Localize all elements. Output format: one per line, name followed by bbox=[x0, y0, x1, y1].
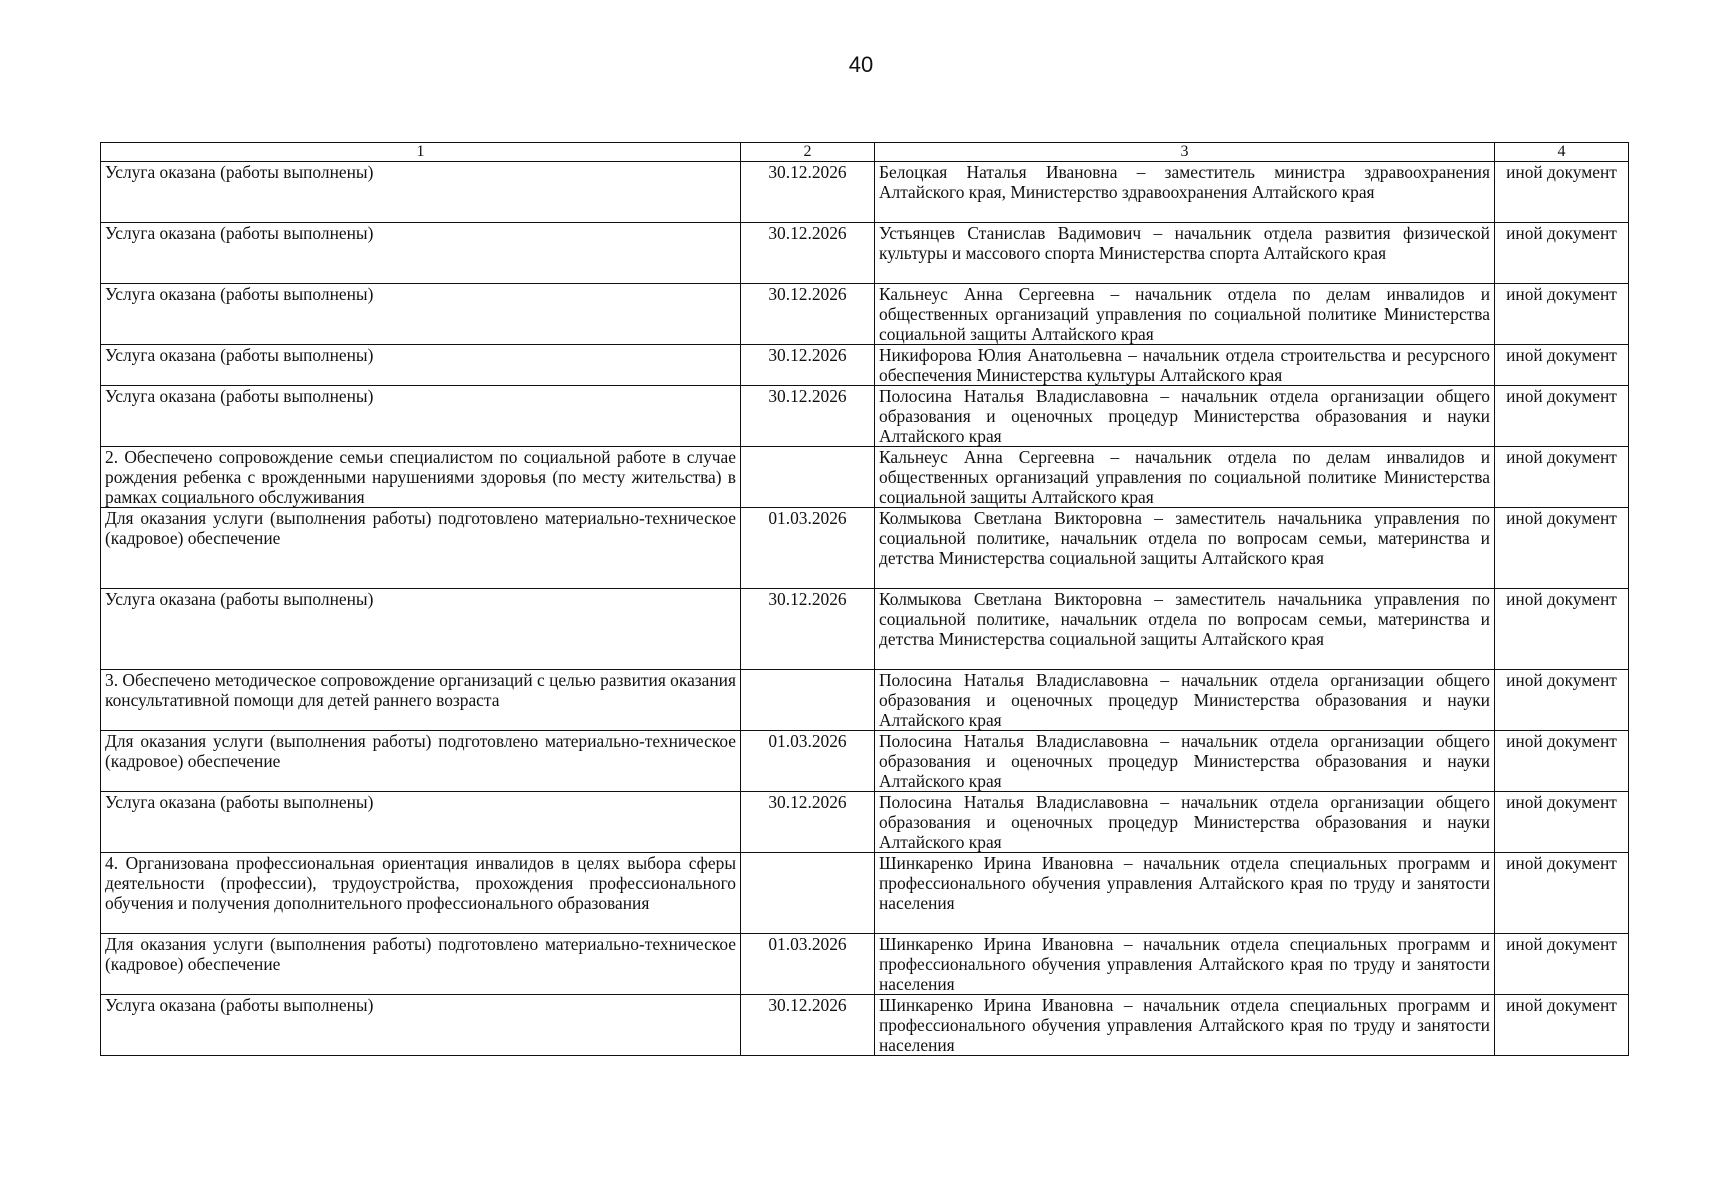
responsible-cell: Шинкаренко Ирина Ивановна – начальник отдела специальных программ и профессионального обучения управления Алтайского края по труду и занятости населения bbox=[875, 995, 1495, 1056]
table-row bbox=[101, 589, 1629, 670]
deadline-cell: 30.12.2026 bbox=[741, 223, 875, 284]
document-type-cell: иной документ bbox=[1495, 345, 1629, 386]
event-cell: 2. Обеспечено сопровождение семьи специалистом по социальной работе в случае рождения ребенка с врожденными нарушениями здоровья (по месту жительства) в рамках социального обслуживания bbox=[101, 447, 741, 508]
deadline-cell: 30.12.2026 bbox=[741, 792, 875, 853]
column-header-1: 1 bbox=[101, 143, 741, 162]
responsible-cell: Колмыкова Светлана Викторовна – заместитель начальника управления по социальной политике, начальник отдела по вопросам семьи, материнства и детства Министерства социальной защиты Алтайского края bbox=[875, 589, 1495, 670]
deadline-cell: 01.03.2026 bbox=[741, 508, 875, 589]
responsible-cell: Устьянцев Станислав Вадимович – начальник отдела развития физической культуры и массового спорта Министерства спорта Алтайского края bbox=[875, 223, 1495, 284]
deadline-cell: 30.12.2026 bbox=[741, 589, 875, 670]
responsible-cell: Полосина Наталья Владиславовна – начальник отдела организации общего образования и оценочных процедур Министерства образования и науки Алтайского края bbox=[875, 731, 1495, 792]
table-row bbox=[101, 670, 1629, 731]
document-type-cell: иной документ bbox=[1495, 670, 1629, 731]
event-cell: Услуга оказана (работы выполнены) bbox=[101, 223, 741, 284]
plan-table bbox=[100, 142, 1629, 1056]
responsible-cell: Полосина Наталья Владиславовна – начальник отдела организации общего образования и оценочных процедур Министерства образования и науки Алтайского края bbox=[875, 792, 1495, 853]
event-cell: 3. Обеспечено методическое сопровождение организаций с целью развития оказания консультативной помощи для детей раннего возраста bbox=[101, 670, 741, 731]
responsible-cell: Полосина Наталья Владиславовна – начальник отдела организации общего образования и оценочных процедур Министерства образования и науки Алтайского края bbox=[875, 670, 1495, 731]
document-type-cell: иной документ bbox=[1495, 589, 1629, 670]
column-header-4: 4 bbox=[1495, 143, 1629, 162]
responsible-cell: Шинкаренко Ирина Ивановна – начальник отдела специальных программ и профессионального обучения управления Алтайского края по труду и занятости населения bbox=[875, 853, 1495, 934]
page-number: 40 bbox=[848, 52, 874, 77]
event-cell: Услуга оказана (работы выполнены) bbox=[101, 792, 741, 853]
responsible-cell: Никифорова Юлия Анатольевна – начальник отдела строительства и ресурсного обеспечения Министерства культуры Алтайского края bbox=[875, 345, 1495, 386]
event-cell: Для оказания услуги (выполнения работы) подготовлено материально-техническое (кадровое) обеспечение bbox=[101, 508, 741, 589]
event-cell: Услуга оказана (работы выполнены) bbox=[101, 589, 741, 670]
event-cell: Услуга оказана (работы выполнены) bbox=[101, 386, 741, 447]
document-type-cell: иной документ bbox=[1495, 731, 1629, 792]
event-cell: 4. Организована профессиональная ориентация инвалидов в целях выбора сферы деятельности (профессии), трудоустройства, прохождения профессионального обучения и получения дополнительного профессионального образования bbox=[101, 853, 741, 934]
event-cell: Для оказания услуги (выполнения работы) подготовлено материально-техническое (кадровое) обеспечение bbox=[101, 934, 741, 995]
responsible-cell: Колмыкова Светлана Викторовна – заместитель начальника управления по социальной политике, начальник отдела по вопросам семьи, материнства и детства Министерства социальной защиты Алтайского края bbox=[875, 508, 1495, 589]
document-type-cell: иной документ bbox=[1495, 284, 1629, 345]
table-row bbox=[101, 995, 1629, 1056]
document-type-cell: иной документ bbox=[1495, 386, 1629, 447]
table-row bbox=[101, 345, 1629, 386]
responsible-cell: Шинкаренко Ирина Ивановна – начальник отдела специальных программ и профессионального обучения управления Алтайского края по труду и занятости населения bbox=[875, 934, 1495, 995]
responsible-cell: Кальнеус Анна Сергеевна – начальник отдела по делам инвалидов и общественных организаций управления по социальной политике Министерства социальной защиты Алтайского края bbox=[875, 447, 1495, 508]
table-row bbox=[101, 386, 1629, 447]
table-row bbox=[101, 792, 1629, 853]
deadline-cell: 01.03.2026 bbox=[741, 934, 875, 995]
table-row bbox=[101, 731, 1629, 792]
deadline-cell bbox=[741, 853, 875, 934]
event-cell: Для оказания услуги (выполнения работы) подготовлено материально-техническое (кадровое) обеспечение bbox=[101, 731, 741, 792]
deadline-cell: 30.12.2026 bbox=[741, 284, 875, 345]
deadline-cell bbox=[741, 447, 875, 508]
responsible-cell: Кальнеус Анна Сергеевна – начальник отдела по делам инвалидов и общественных организаций управления по социальной политике Министерства социальной защиты Алтайского края bbox=[875, 284, 1495, 345]
event-cell: Услуга оказана (работы выполнены) bbox=[101, 162, 741, 223]
deadline-cell: 30.12.2026 bbox=[741, 162, 875, 223]
deadline-cell: 01.03.2026 bbox=[741, 731, 875, 792]
table-row bbox=[101, 284, 1629, 345]
deadline-cell: 30.12.2026 bbox=[741, 386, 875, 447]
deadline-cell: 30.12.2026 bbox=[741, 995, 875, 1056]
document-type-cell: иной документ bbox=[1495, 853, 1629, 934]
table-row bbox=[101, 934, 1629, 995]
column-header-3: 3 bbox=[875, 143, 1495, 162]
document-type-cell: иной документ bbox=[1495, 162, 1629, 223]
deadline-cell: 30.12.2026 bbox=[741, 345, 875, 386]
document-type-cell: иной документ bbox=[1495, 934, 1629, 995]
document-type-cell: иной документ bbox=[1495, 995, 1629, 1056]
table-row bbox=[101, 853, 1629, 934]
document-type-cell: иной документ bbox=[1495, 508, 1629, 589]
table-row bbox=[101, 508, 1629, 589]
table-row bbox=[101, 162, 1629, 223]
table-row bbox=[101, 447, 1629, 508]
column-header-2: 2 bbox=[741, 143, 875, 162]
document-type-cell: иной документ bbox=[1495, 792, 1629, 853]
table-row bbox=[101, 223, 1629, 284]
event-cell: Услуга оказана (работы выполнены) bbox=[101, 345, 741, 386]
document-type-cell: иной документ bbox=[1495, 447, 1629, 508]
header-row bbox=[101, 143, 1629, 162]
responsible-cell: Белоцкая Наталья Ивановна – заместитель министра здравоохранения Алтайского края, Министерство здравоохранения Алтайского края bbox=[875, 162, 1495, 223]
event-cell: Услуга оказана (работы выполнены) bbox=[101, 995, 741, 1056]
document-type-cell: иной документ bbox=[1495, 223, 1629, 284]
deadline-cell bbox=[741, 670, 875, 731]
responsible-cell: Полосина Наталья Владиславовна – начальник отдела организации общего образования и оценочных процедур Министерства образования и науки Алтайского края bbox=[875, 386, 1495, 447]
event-cell: Услуга оказана (работы выполнены) bbox=[101, 284, 741, 345]
